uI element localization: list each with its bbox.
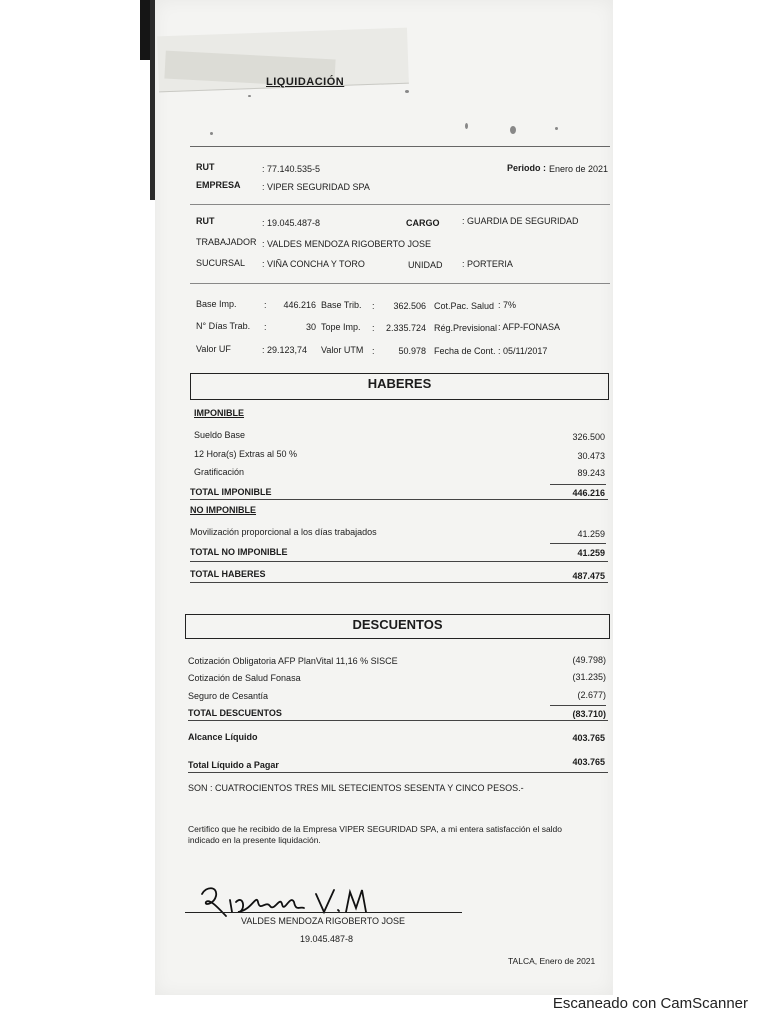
alcance-liquido-label: Alcance Líquido bbox=[188, 732, 258, 742]
imponible-item-value: 326.500 bbox=[572, 432, 605, 442]
no-imponible-item-value: 41.259 bbox=[577, 529, 605, 539]
dias-label: N° Días Trab. bbox=[196, 321, 251, 331]
scan-speck bbox=[555, 127, 558, 130]
param-colon: : bbox=[264, 322, 267, 332]
descuento-item-label: Cotización Obligatoria AFP PlanVital 11,16 % SISCE bbox=[188, 656, 398, 666]
descuentos-sum-rule bbox=[550, 705, 606, 706]
haberes-title: HABERES bbox=[367, 376, 432, 391]
param-colon: : bbox=[264, 300, 267, 310]
descuentos-title: DESCUENTOS bbox=[352, 617, 443, 632]
uf-value: : 29.123,74 bbox=[262, 345, 308, 355]
dias-value: 30 bbox=[305, 322, 316, 332]
fecha-label: Fecha de Cont. bbox=[434, 346, 496, 356]
reg-value: : AFP-FONASA bbox=[498, 322, 561, 332]
imponible-title: IMPONIBLE bbox=[194, 408, 245, 418]
param-colon: : bbox=[372, 301, 375, 311]
title-rule bbox=[190, 146, 610, 147]
base-trib-label: Base Trib. bbox=[321, 300, 362, 310]
empresa-value: : VIPER SEGURIDAD SPA bbox=[262, 182, 370, 192]
base-imp-value: 446.216 bbox=[283, 300, 316, 310]
periodo-value: Enero de 2021 bbox=[549, 164, 609, 174]
scan-speck bbox=[248, 95, 251, 97]
descuento-item-value: (49.798) bbox=[572, 655, 606, 665]
total-imponible-rule bbox=[190, 499, 608, 500]
param-colon: : bbox=[372, 323, 375, 333]
imponible-sum-rule bbox=[550, 484, 606, 485]
descuento-item-value: (31.235) bbox=[572, 672, 606, 682]
cot-label: Cot.Pac. Salud bbox=[434, 301, 495, 311]
total-haberes-rule bbox=[190, 582, 608, 583]
total-no-imponible-rule bbox=[190, 561, 608, 562]
worker-rut-label: RUT bbox=[196, 216, 215, 226]
certifico-line-2: indicado en la presente liquidación. bbox=[188, 835, 321, 845]
total-imponible-label: TOTAL IMPONIBLE bbox=[190, 487, 272, 497]
signer-name: VALDES MENDOZA RIGOBERTO JOSE bbox=[241, 916, 406, 926]
signature-line bbox=[185, 912, 462, 913]
descuento-item-label: Cotización de Salud Fonasa bbox=[188, 673, 301, 683]
total-descuentos-label: TOTAL DESCUENTOS bbox=[188, 708, 282, 718]
total-descuentos-rule bbox=[188, 720, 608, 721]
alcance-liquido-value: 403.765 bbox=[572, 733, 605, 743]
sucursal-label: SUCURSAL bbox=[196, 258, 246, 268]
scan-speck bbox=[510, 126, 516, 134]
place-date: TALCA, Enero de 2021 bbox=[508, 956, 596, 966]
signer-rut: 19.045.487-8 bbox=[300, 934, 354, 944]
total-imponible-value: 446.216 bbox=[572, 488, 605, 498]
utm-value: 50.978 bbox=[398, 346, 426, 356]
total-liquido-value: 403.765 bbox=[572, 757, 605, 767]
scan-speck bbox=[465, 123, 468, 129]
total-descuentos-value: (83.710) bbox=[572, 709, 606, 719]
base-trib-value: 362.506 bbox=[393, 301, 426, 311]
imponible-item-label: Sueldo Base bbox=[194, 430, 246, 440]
scan-speck bbox=[405, 90, 409, 93]
tope-value: 2.335.724 bbox=[385, 323, 426, 333]
total-liquido-rule bbox=[188, 772, 608, 773]
cargo-label: CARGO bbox=[406, 218, 440, 228]
camscanner-watermark: Escaneado con CamScanner bbox=[552, 995, 748, 1012]
imponible-item-value: 30.473 bbox=[577, 451, 605, 461]
param-colon: : bbox=[372, 346, 375, 356]
worker-rule bbox=[190, 283, 610, 284]
fecha-value: : 05/11/2017 bbox=[498, 346, 548, 356]
imponible-item-value: 89.243 bbox=[577, 468, 605, 478]
no-imponible-sum-rule bbox=[550, 543, 606, 544]
scan-speck bbox=[210, 132, 213, 135]
cargo-value: : GUARDIA DE SEGURIDAD bbox=[462, 216, 579, 226]
periodo-label: Periodo : bbox=[507, 163, 547, 173]
total-haberes-label: TOTAL HABERES bbox=[190, 569, 266, 579]
base-imp-label: Base Imp. bbox=[196, 299, 237, 309]
unidad-value: : PORTERIA bbox=[462, 259, 513, 269]
imponible-item-label: 12 Hora(s) Extras al 50 % bbox=[194, 449, 298, 459]
total-haberes-value: 487.475 bbox=[572, 571, 605, 581]
total-no-imponible-label: TOTAL NO IMPONIBLE bbox=[190, 547, 288, 557]
no-imponible-item-label: Movilización proporcional a los días trabajados bbox=[190, 527, 377, 537]
no-imponible-title: NO IMPONIBLE bbox=[190, 505, 257, 515]
company-rut-value: : 77.140.535-5 bbox=[262, 164, 321, 174]
reg-label: Rég.Previsional bbox=[434, 323, 498, 333]
descuento-item-value: (2.677) bbox=[577, 690, 606, 700]
trabajador-value: : VALDES MENDOZA RIGOBERTO JOSE bbox=[262, 239, 432, 249]
company-rule bbox=[190, 204, 610, 205]
haberes-header-box bbox=[190, 373, 609, 400]
uf-label: Valor UF bbox=[196, 344, 231, 354]
descuentos-header-box bbox=[185, 614, 610, 639]
worker-rut-value: : 19.045.487-8 bbox=[262, 218, 321, 228]
sucursal-value: : VIÑA CONCHA Y TORO bbox=[262, 259, 365, 269]
document-title: LIQUIDACIÓN bbox=[266, 76, 345, 88]
utm-label: Valor UTM bbox=[321, 345, 364, 355]
tope-label: Tope Imp. bbox=[321, 322, 361, 332]
descuento-item-label: Seguro de Cesantía bbox=[188, 691, 269, 701]
total-no-imponible-value: 41.259 bbox=[577, 548, 605, 558]
trabajador-label: TRABAJADOR bbox=[196, 237, 257, 247]
cot-value: : 7% bbox=[498, 300, 517, 310]
certifico-line-1: Certifico que he recibido de la Empresa VIPER SEGURIDAD SPA, a mi entera satisfacción el saldo bbox=[188, 824, 563, 834]
total-liquido-label: Total Líquido a Pagar bbox=[188, 760, 279, 770]
empresa-label: EMPRESA bbox=[196, 180, 241, 190]
imponible-item-label: Gratificación bbox=[194, 467, 245, 477]
company-rut-label: RUT bbox=[196, 162, 215, 172]
son-amount-words: SON : CUATROCIENTOS TRES MIL SETECIENTOS SESENTA Y CINCO PESOS.- bbox=[188, 783, 524, 793]
unidad-label: UNIDAD bbox=[408, 260, 443, 270]
